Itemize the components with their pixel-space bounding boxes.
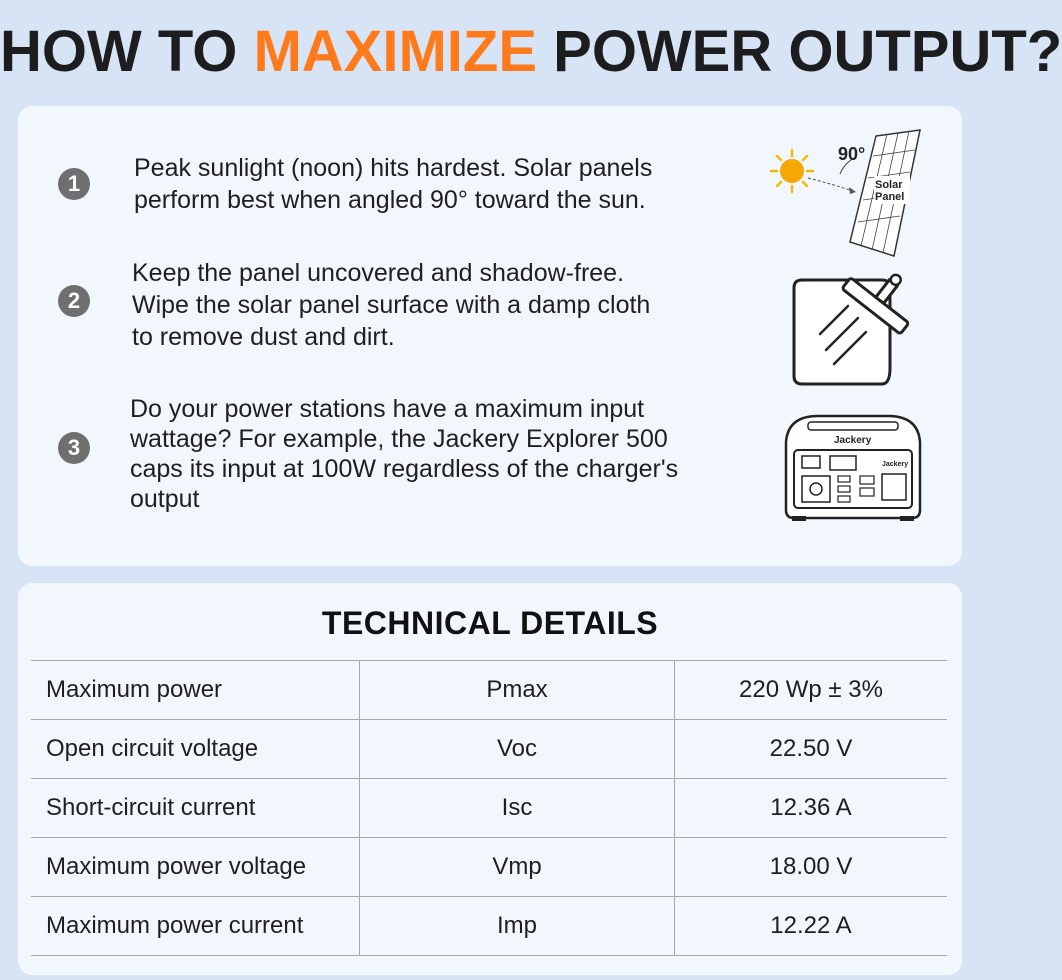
tip-text: Peak sunlight (noon) hits hardest. Solar panels perform best when angled 90° toward the sun. (134, 154, 653, 214)
technical-details-table (31, 660, 947, 956)
sun-panel-angle-icon (762, 126, 922, 264)
technical-details-card (18, 583, 962, 975)
table-row (31, 661, 947, 720)
power-station-icon (778, 412, 928, 522)
spec-value: 12.36 A (675, 779, 948, 838)
spec-value: 220 Wp ± 3% (675, 661, 948, 720)
panel-brand-label: Jackery (882, 461, 909, 468)
spec-value: 22.50 V (675, 720, 948, 779)
table-row (31, 897, 947, 956)
table-row (31, 720, 947, 779)
title-part-2: POWER OUTPUT? (537, 19, 1062, 84)
tip-text: Keep the panel uncovered and shadow-free. Wipe the solar panel surface with a damp cloth to remove dust and dirt. (132, 259, 651, 351)
spec-value: 18.00 V (675, 838, 948, 897)
panel-label-1: Solar (875, 179, 903, 191)
spec-symbol: Isc (360, 779, 675, 838)
spec-symbol: Vmp (360, 838, 675, 897)
tip-number-badge: 3 (58, 432, 90, 464)
tip-number-badge: 2 (58, 285, 90, 317)
spec-name: Open circuit voltage (31, 720, 360, 779)
technical-details-title: TECHNICAL DETAILS (321, 605, 659, 641)
angle-label: 90° (838, 144, 866, 164)
tips-card (18, 106, 962, 566)
spec-value: 12.22 A (675, 897, 948, 956)
spec-symbol: Voc (360, 720, 675, 779)
page-title (0, 18, 1062, 85)
panel-label-2: Panel (875, 191, 905, 203)
tip-number-badge: 1 (58, 168, 90, 200)
brand-label: Jackery (834, 435, 872, 446)
spec-name: Maximum power (31, 661, 360, 720)
table-row (31, 838, 947, 897)
spec-symbol: Imp (360, 897, 675, 956)
squeegee-cleaning-icon (786, 264, 916, 390)
title-part-1: HOW TO (0, 19, 254, 84)
title-accent: MAXIMIZE (253, 19, 538, 84)
spec-name: Maximum power voltage (31, 838, 360, 897)
tip-text: Do your power stations have a maximum input wattage? For example, the Jackery Explorer 500 caps its input at 100W regardless of the charger's output (130, 395, 679, 513)
spec-symbol: Pmax (360, 661, 675, 720)
spec-name: Maximum power current (31, 897, 360, 956)
table-row (31, 779, 947, 838)
spec-name: Short-circuit current (31, 779, 360, 838)
